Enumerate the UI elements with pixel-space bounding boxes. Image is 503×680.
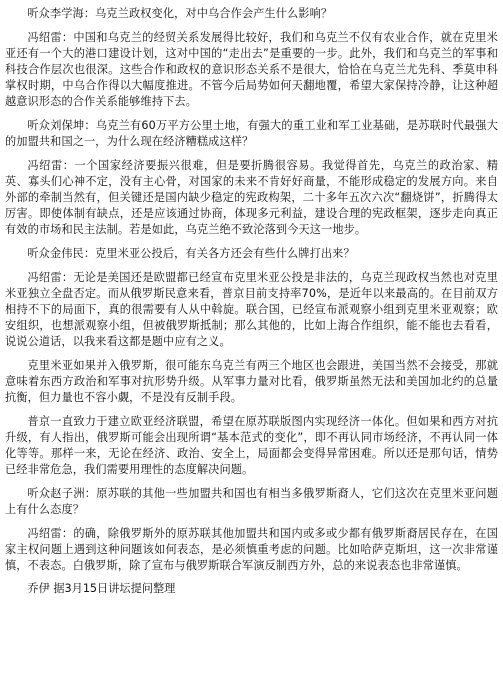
paragraph-question-4: 听众赵子洲：原苏联的其他一些加盟共和国也有相当多俄罗斯裔人，它们这次在克里米亚问题上有什么态度？ (5, 487, 498, 516)
paragraph-question-2: 听众刘保坤：乌克兰有60万平方公里土地，有强大的重工业和军工业基础，是苏联时代最强大的加盟共和国之一，为什么现在经济糟糕成这样？ (5, 119, 498, 148)
paragraph-answer-4: 冯绍雷：的确，除俄罗斯外的原苏联其他加盟共和国内或多或少都有俄罗斯裔居民存在，在国家主权问题上遇到这种问题该如何表态，是必须慎重考虑的问题。比如哈萨克斯坦，这一次非常谨慎，不表态。白俄罗斯，除了宣布与俄罗斯联合军演反制西方外，总的来说表态也非常谨慎。 (5, 527, 498, 572)
article-body (5, 6, 498, 597)
paragraph-answer-3: 冯绍雷：无论是美国还是欧盟都已经宣布克里米亚公投是非法的，乌克兰现政权当然也对克里米亚独立全盘否定。而从俄罗斯民意来看，普京目前支持率70%，是近年以来最高的。在目前双方相持不下的局面下，真的很需要有人从中斡旋。联合国，已经宣布派观察小组到克里米亚观察；欧安组织，也想派观察小组，但被俄罗斯抵制；那么其他的，比如上海合作组织，能不能也去看看，说说公道话，以我来看这都是题中应有之义。 (5, 271, 498, 348)
paragraph-answer-3-continued: 克里米亚如果并入俄罗斯，很可能东乌克兰有两三个地区也会跟进，美国当然不会接受，那就意味着东西方政治和军事对抗形势升级。从军事力量对比看，俄罗斯虽然无法和美国加北约的总量抗衡，但力量也不容小觑，不是没有反制手段。 (5, 359, 498, 404)
paragraph-answer-1: 冯绍雷：中国和乌克兰的经贸关系发展得比较好，我们和乌克兰不仅有农业合作，就在克里米亚还有一个大的港口建设计划，这对中国的“走出去”是重要的一步。此外，我们和乌克兰的军事和科技合作层次也很深。这些合作和政权的意识形态关系不是很大，恰恰在乌克兰尤先科、季莫申科掌权时期，中乌合作得以大幅度推进。不管今后局势如何天翻地覆，希望大家保持冷静，让这种超越意识形态的合作关系能够维持下去。 (5, 31, 498, 108)
paragraph-question-3: 听众金伟民：克里米亚公投后，有关各方还会有些什么牌打出来？ (27, 247, 355, 260)
paragraph-answer-2: 冯绍雷：一个国家经济要振兴很难，但是要折腾很容易。我觉得首先，乌克兰的政治家、精英、寡头们心神不定，没有主心骨，对国家的未来不肯好好商量，不能形成稳定的发展方向。来自外部的牵制当然有，但关键还是国内缺少稳定的宪政构架，二十多年五次六次“翻烧饼”，折腾得太厉害。即使体制有缺点，还是应该通过协商，体现多元利益，建设合理的宪政框架，逐步走向真正有效的市场和民主法制。若是如此，乌克兰绝不致沦落到今天这一地步。 (5, 159, 498, 236)
paragraph-question-1: 听众李学海：乌克兰政权变化，对中乌合作会产生什么影响？ (27, 7, 333, 20)
author-signature: 乔伊 据3月15日讲坛提问整理 (27, 582, 176, 595)
paragraph-answer-3-final: 普京一直致力于建立欧亚经济联盟，希望在原苏联版图内实现经济一体化。但如果和西方对抗升级，有人指出，俄罗斯可能会出现所谓“基本范式的变化”，即不再认同市场经济，不再认同一体化等等。那样一来，无论在经济、政治、安全上，局面都会变得异常困难。所以还是那句话，情势已经非常危急，我们需要用理性的态度解决问题。 (5, 415, 498, 476)
